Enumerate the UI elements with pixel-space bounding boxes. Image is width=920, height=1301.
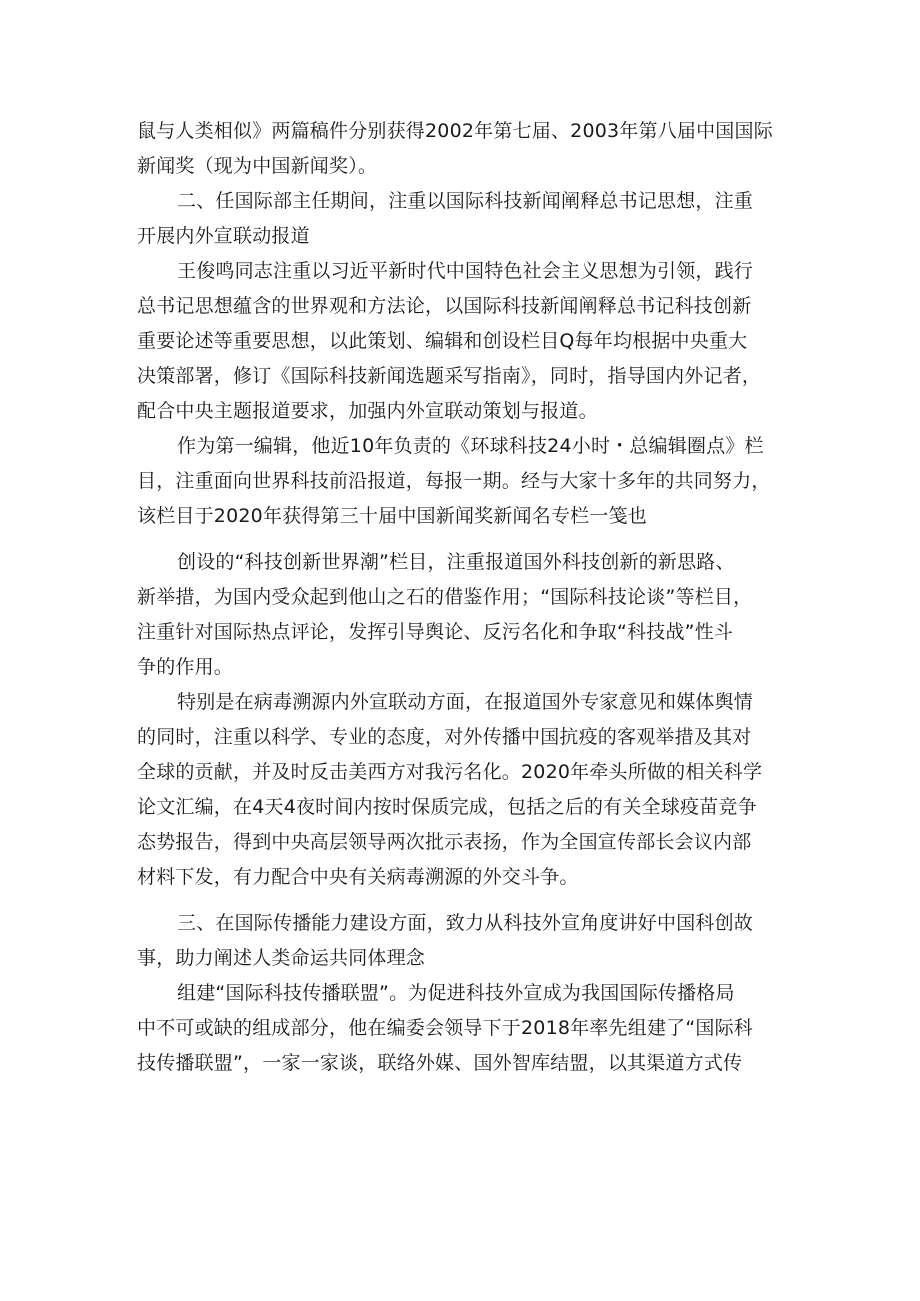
text-line: 材料下发，有力配合中央有关病毒溯源的外交斗争。 (137, 866, 579, 888)
paragraph-p5 (137, 545, 787, 685)
paragraph-p2 (137, 184, 787, 254)
document-body (137, 114, 787, 1081)
text-line: 组建“国际科技传播联盟”。为促进科技外宣成为我国国际传播格局 (177, 982, 735, 1004)
text-line: 目，注重面向世界科技前沿报道，每报一期。经与大家十多年的共同努力， (137, 470, 771, 492)
text-line: 争的作用。 (137, 656, 234, 678)
text-line: 技传播联盟”，一家一家谈，联络外媒、国外智库结盟，以其渠道方式传 (137, 1052, 743, 1074)
paragraph-p7 (137, 906, 787, 976)
text-line: 决策部署，修订《国际科技新闻选题采写指南》，同时，指导国内外记者， (137, 365, 762, 387)
paragraph-p6 (137, 685, 787, 895)
text-line: 王俊鸣同志注重以习近平新时代中国特色社会主义思想为引领，践行 (177, 260, 754, 282)
paragraph-p3 (137, 254, 787, 429)
text-line: 三、在国际传播能力建设方面，致力从科技外宣角度讲好中国科创故 (177, 912, 754, 934)
text-line: 开展内外宣联动报道 (137, 225, 310, 247)
text-line: 作为第一编辑，他近10年负责的《环球科技24小时・总编辑圈点》栏 (177, 435, 764, 457)
paragraph-p4 (137, 429, 787, 534)
paragraph-p1 (137, 114, 787, 184)
text-line: 特别是在病毒溯源内外宣联动方面，在报道国外专家意见和媒体舆情 (177, 691, 754, 713)
paragraph-p8 (137, 976, 787, 1081)
text-line: 新闻奖（现为中国新闻奖）。 (137, 155, 378, 177)
text-line: 态势报告，得到中央高层领导两次批示表扬，作为全国宣传部长会议内部 (137, 831, 752, 853)
text-line: 重要论述等重要思想，以此策划、编辑和创设栏目Q每年均根据中央重大 (137, 330, 748, 352)
text-line: 的同时，注重以科学、专业的态度，对外传播中国抗疫的客观举措及其对 (137, 726, 752, 748)
text-line: 注重针对国际热点评论，发挥引导舆论、反污名化和争取“科技战”性斗 (137, 621, 734, 643)
text-line: 二、任国际部主任期间，注重以国际科技新闻阐释总书记思想，注重 (177, 190, 754, 212)
text-line: 配合中央主题报道要求，加强内外宣联动策划与报道。 (137, 400, 598, 422)
text-line: 事，助力阐述人类命运共同体理念 (137, 947, 426, 969)
text-line: 鼠与人类相似》两篇稿件分别获得2002年第七届、2003年第八届中国国际 (137, 120, 773, 142)
text-line: 该栏目于2020年获得第三十届中国新闻奖新闻名专栏一笺也 (137, 505, 647, 527)
text-line: 论文汇编，在4天4夜时间内按时保质完成，包括之后的有关全球疫苗竞争 (137, 796, 757, 818)
text-line: 创设的“科技创新世界潮”栏目，注重报道国外科技创新的新思路、 (177, 551, 735, 573)
text-line: 中不可或缺的组成部分，他在编委会领导下于2018年率先组建了“国际科 (137, 1017, 753, 1039)
text-line: 总书记思想蕴含的世界观和方法论，以国际科技新闻阐释总书记科技创新 (137, 295, 752, 317)
text-line: 新举措，为国内受众起到他山之石的借鉴作用；“国际科技论谈”等栏目， (137, 586, 753, 608)
text-line: 全球的贡献，并及时反击美西方对我污名化。2020年牵头所做的相关科学 (137, 761, 763, 783)
